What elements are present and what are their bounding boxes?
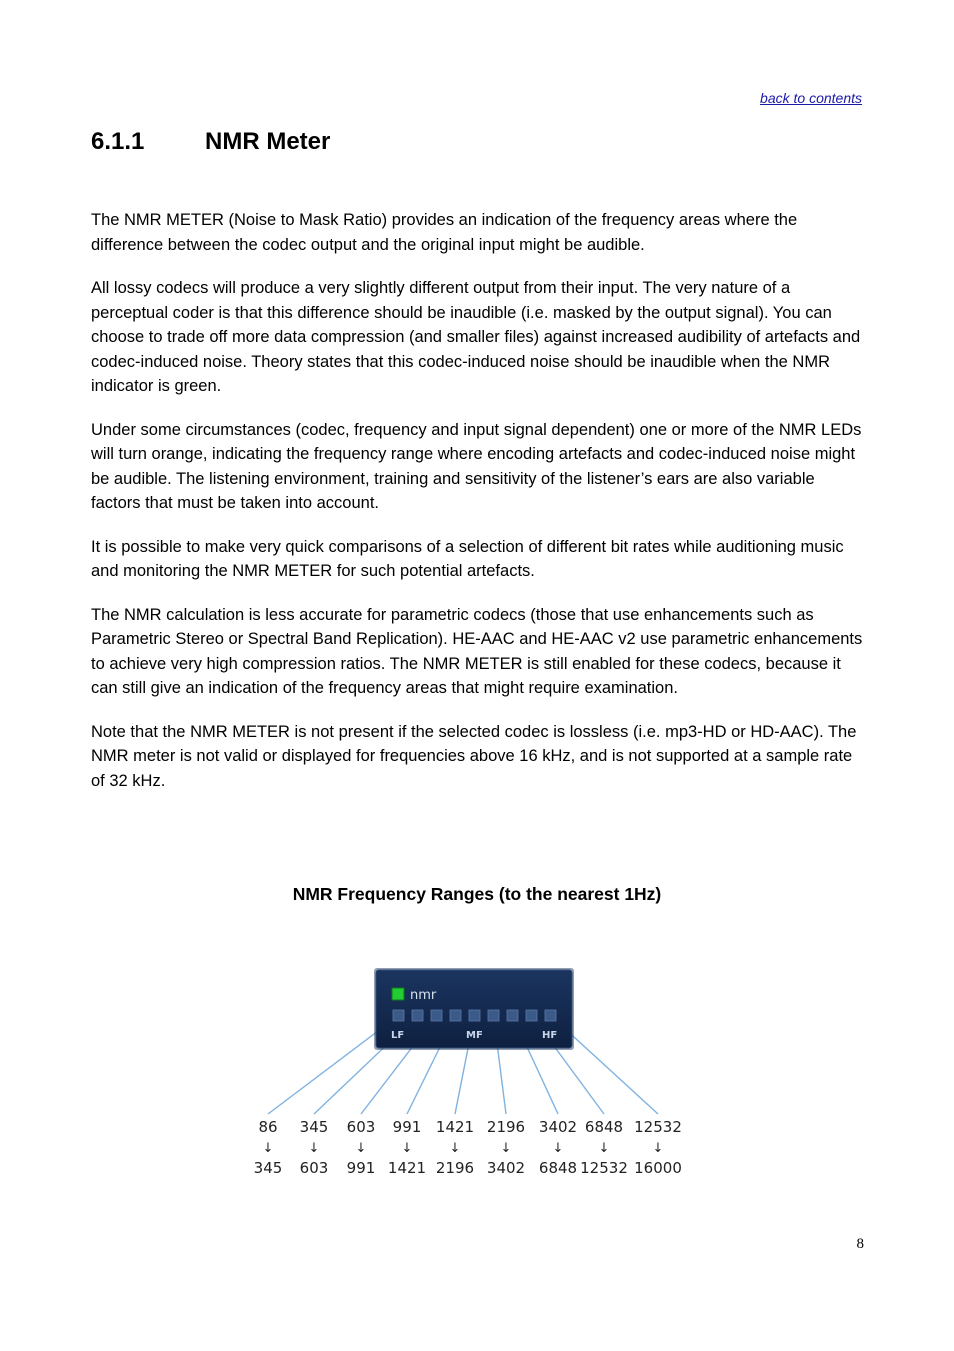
range-to-label: 2196 [435, 1159, 475, 1177]
range-arrow: ↓ [449, 1141, 461, 1156]
nmr-band-led [488, 1010, 499, 1021]
range-arrow: ↓ [401, 1141, 413, 1156]
section-number: 6.1.1 [91, 128, 145, 155]
figure-caption: NMR Frequency Ranges (to the nearest 1Hz) [292, 884, 662, 904]
range-to-label: 345 [253, 1159, 283, 1177]
nmr-band-led [450, 1010, 461, 1021]
range-from-label: 991 [392, 1118, 422, 1136]
paragraph: Note that the NMR METER is not present if the selected codec is lossless (i.e. mp3-HD or HD-AAC). The NMR meter is not valid or displayed for frequencies above 16 kHz, and is not supported at a sample rate of 32 kHz. [91, 722, 857, 790]
nmr-band-led [412, 1010, 423, 1021]
range-to-label: 3402 [486, 1159, 526, 1177]
nmr-band-led [431, 1010, 442, 1021]
range-from-label: 3402 [538, 1118, 578, 1136]
range-arrow: ↓ [355, 1141, 367, 1156]
range-from-label: 86 [258, 1118, 278, 1136]
nmr-band-led [526, 1010, 537, 1021]
range-arrow: ↓ [262, 1141, 274, 1156]
range-to-label: 1421 [387, 1159, 427, 1177]
paragraph: The NMR METER (Noise to Mask Ratio) provides an indication of the frequency areas where the difference between the codec output and the original input might be audible. [91, 211, 798, 254]
range-from-label: 1421 [435, 1118, 475, 1136]
range-to-label: 6848 [538, 1159, 578, 1177]
paragraph: Under some circumstances (codec, frequency and input signal dependent) one or more of the NMR LEDs will turn orange, indicating the frequency range where encoding artefacts and codec-induced noise might be audible. The listening environment, training and sensitivity of the listener’s ears are also variable factors that must be taken into account. [91, 420, 862, 512]
range-to-label: 12532 [580, 1159, 628, 1177]
band-label-hf: HF [542, 1030, 558, 1041]
nmr-band-led [545, 1010, 556, 1021]
range-from-label: 603 [346, 1118, 376, 1136]
band-label-lf: LF [391, 1030, 405, 1041]
nmr-indicator-led [392, 988, 404, 1000]
body-text [91, 208, 867, 812]
nmr-band-led [507, 1010, 518, 1021]
range-from-label: 345 [299, 1118, 329, 1136]
range-to-label: 603 [299, 1159, 329, 1177]
paragraph: All lossy codecs will produce a very slightly different output from their input. The very nature of a perceptual coder is that this difference should be inaudible (i.e. masked by the output signal). You can choose to trade off more data compression (and smaller files) against increased audibility of artefacts and codec-induced noise. Theory states that this codec-induced noise should be inaudible when the NMR indicator is green. [91, 279, 861, 395]
paragraph: The NMR calculation is less accurate for parametric codecs (those that use enhancements such as Parametric Stereo or Spectral Band Replication). HE-AAC and HE-AAC v2 use parametric enhancements to achieve very high compression ratios. The NMR METER is still enabled for these codecs, because it can still give an indication of the frequency areas that might require examination. [91, 605, 863, 697]
range-arrow: ↓ [552, 1141, 564, 1156]
range-from-label: 6848 [584, 1118, 624, 1136]
nmr-band-led [393, 1010, 404, 1021]
nmr-meter-panel [374, 968, 574, 1050]
nmr-diagram [240, 960, 720, 1190]
range-arrow: ↓ [652, 1141, 664, 1156]
nmr-meter-label: nmr [410, 988, 437, 1003]
page-number: 8 [856, 1236, 864, 1252]
range-to-label: 16000 [634, 1159, 682, 1177]
nmr-frequency-figure [240, 960, 720, 1190]
range-arrow: ↓ [500, 1141, 512, 1156]
range-to-label: 991 [346, 1159, 376, 1177]
section-title: NMR Meter [205, 128, 331, 155]
section-heading [91, 128, 330, 156]
paragraph: It is possible to make very quick comparisons of a selection of different bit rates while auditioning music and monitoring the NMR METER for such potential artefacts. [91, 537, 844, 580]
range-arrow: ↓ [308, 1141, 320, 1156]
range-from-label: 2196 [486, 1118, 526, 1136]
back-to-contents-link[interactable]: back to contents [760, 90, 862, 106]
band-label-mf: MF [466, 1030, 483, 1041]
range-from-label: 12532 [634, 1118, 682, 1136]
range-arrow: ↓ [598, 1141, 610, 1156]
nmr-band-led [469, 1010, 480, 1021]
